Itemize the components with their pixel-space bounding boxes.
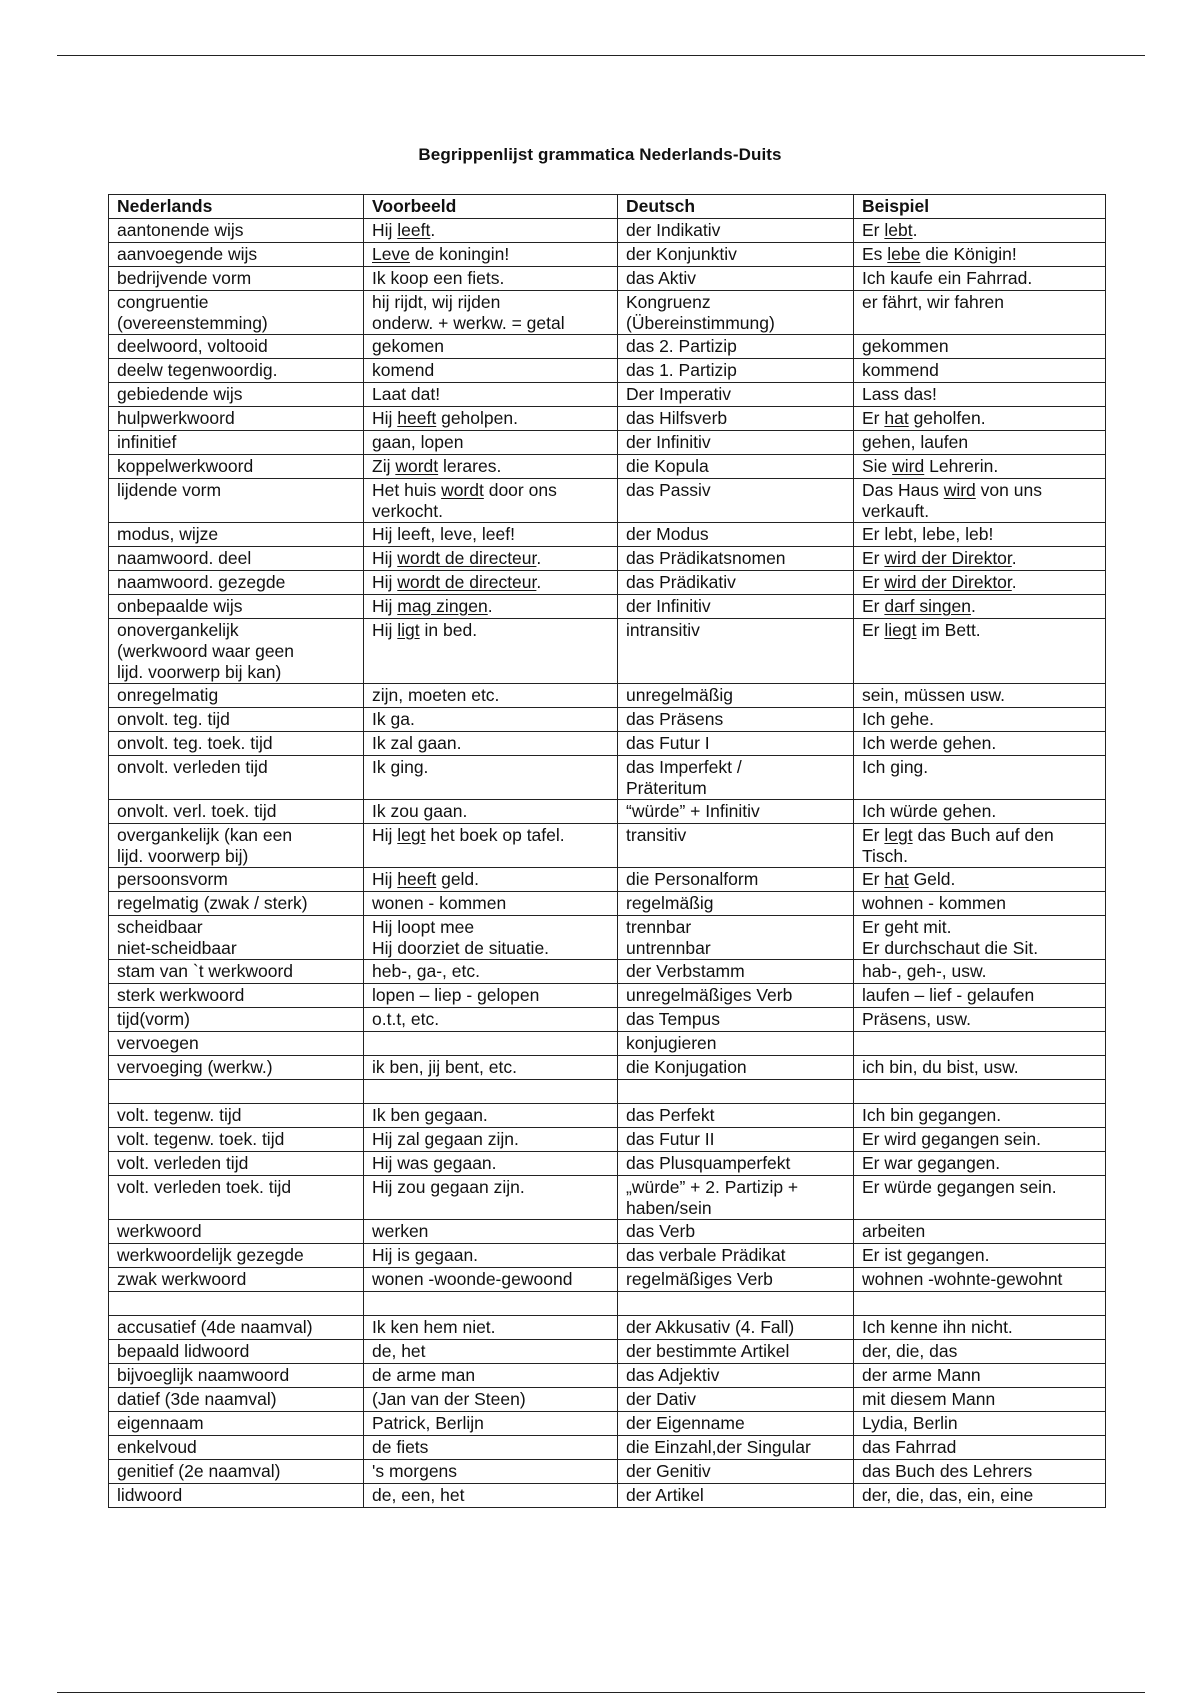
deutsch-cell: das 1. Partizip bbox=[618, 359, 854, 383]
table-row bbox=[109, 619, 1106, 684]
beispiel-cell: sein, müssen usw. bbox=[854, 684, 1106, 708]
deutsch-cell: der Indikativ bbox=[618, 219, 854, 243]
nederlands-cell: volt. verleden toek. tijd bbox=[109, 1176, 364, 1220]
voorbeeld-cell: (Jan van der Steen) bbox=[364, 1388, 618, 1412]
table-row bbox=[109, 407, 1106, 431]
beispiel-cell: Er legt das Buch auf den Tisch. bbox=[854, 824, 1106, 868]
table-row bbox=[109, 1032, 1106, 1056]
voorbeeld-cell: Het huis wordt door ons verkocht. bbox=[364, 479, 618, 523]
table-row bbox=[109, 684, 1106, 708]
nederlands-cell: onvolt. teg. toek. tijd bbox=[109, 732, 364, 756]
beispiel-cell: Ich gehe. bbox=[854, 708, 1106, 732]
table-row bbox=[109, 479, 1106, 523]
voorbeeld-cell: Hij zou gegaan zijn. bbox=[364, 1176, 618, 1220]
table-row bbox=[109, 824, 1106, 868]
deutsch-cell: die Einzahl,der Singular bbox=[618, 1436, 854, 1460]
deutsch-cell: das Prädikatsnomen bbox=[618, 547, 854, 571]
beispiel-cell: arbeiten bbox=[854, 1220, 1106, 1244]
nederlands-cell: volt. tegenw. toek. tijd bbox=[109, 1128, 364, 1152]
nederlands-cell: bepaald lidwoord bbox=[109, 1340, 364, 1364]
voorbeeld-cell: hij rijdt, wij rijden onderw. + werkw. = getal bbox=[364, 291, 618, 335]
table-row bbox=[109, 571, 1106, 595]
table-row bbox=[109, 732, 1106, 756]
deutsch-cell: die Konjugation bbox=[618, 1056, 854, 1080]
header-rule bbox=[57, 55, 1145, 56]
deutsch-cell: intransitiv bbox=[618, 619, 854, 684]
beispiel-cell: Er wird gegangen sein. bbox=[854, 1128, 1106, 1152]
nederlands-cell: lijdende vorm bbox=[109, 479, 364, 523]
column-header-nederlands: Nederlands bbox=[109, 195, 364, 219]
deutsch-cell: Kongruenz (Übereinstimmung) bbox=[618, 291, 854, 335]
nederlands-cell: deelw tegenwoordig. bbox=[109, 359, 364, 383]
deutsch-cell: die Personalform bbox=[618, 868, 854, 892]
deutsch-cell: regelmäßiges Verb bbox=[618, 1268, 854, 1292]
beispiel-cell: Er hat Geld. bbox=[854, 868, 1106, 892]
deutsch-cell: trennbar untrennbar bbox=[618, 916, 854, 960]
beispiel-cell bbox=[854, 1292, 1106, 1316]
deutsch-cell: das Tempus bbox=[618, 1008, 854, 1032]
beispiel-cell: das Buch des Lehrers bbox=[854, 1460, 1106, 1484]
voorbeeld-cell: Hij legt het boek op tafel. bbox=[364, 824, 618, 868]
deutsch-cell: das Aktiv bbox=[618, 267, 854, 291]
deutsch-cell: das verbale Prädikat bbox=[618, 1244, 854, 1268]
deutsch-cell: das Plusquamperfekt bbox=[618, 1152, 854, 1176]
beispiel-cell: Ich ging. bbox=[854, 756, 1106, 800]
deutsch-cell: regelmäßig bbox=[618, 892, 854, 916]
nederlands-cell: bedrijvende vorm bbox=[109, 267, 364, 291]
nederlands-cell: lidwoord bbox=[109, 1484, 364, 1508]
nederlands-cell: scheidbaar niet-scheidbaar bbox=[109, 916, 364, 960]
table-row bbox=[109, 1412, 1106, 1436]
table-row bbox=[109, 431, 1106, 455]
deutsch-cell: das Imperfekt / Präteritum bbox=[618, 756, 854, 800]
nederlands-cell: sterk werkwoord bbox=[109, 984, 364, 1008]
voorbeeld-cell: gaan, lopen bbox=[364, 431, 618, 455]
nederlands-cell: overgankelijk (kan een lijd. voorwerp bij) bbox=[109, 824, 364, 868]
deutsch-cell: der bestimmte Artikel bbox=[618, 1340, 854, 1364]
deutsch-cell: das Adjektiv bbox=[618, 1364, 854, 1388]
table-row bbox=[109, 868, 1106, 892]
nederlands-cell: stam van `t werkwoord bbox=[109, 960, 364, 984]
beispiel-cell: wohnen - kommen bbox=[854, 892, 1106, 916]
voorbeeld-cell: lopen – liep - gelopen bbox=[364, 984, 618, 1008]
table-row bbox=[109, 1364, 1106, 1388]
table-row bbox=[109, 1316, 1106, 1340]
table-row bbox=[109, 1292, 1106, 1316]
table-row bbox=[109, 1484, 1106, 1508]
voorbeeld-cell: zijn, moeten etc. bbox=[364, 684, 618, 708]
voorbeeld-cell: ik ben, jij bent, etc. bbox=[364, 1056, 618, 1080]
voorbeeld-cell bbox=[364, 1080, 618, 1104]
table-header-row bbox=[109, 195, 1106, 219]
beispiel-cell: Ich würde gehen. bbox=[854, 800, 1106, 824]
deutsch-cell: die Kopula bbox=[618, 455, 854, 479]
beispiel-cell: Er hat geholfen. bbox=[854, 407, 1106, 431]
nederlands-cell: naamwoord. gezegde bbox=[109, 571, 364, 595]
table-row bbox=[109, 291, 1106, 335]
nederlands-cell: onregelmatig bbox=[109, 684, 364, 708]
beispiel-cell: Sie wird Lehrerin. bbox=[854, 455, 1106, 479]
table-row bbox=[109, 756, 1106, 800]
voorbeeld-cell: Hij loopt mee Hij doorziet de situatie. bbox=[364, 916, 618, 960]
table-row bbox=[109, 335, 1106, 359]
deutsch-cell: unregelmäßig bbox=[618, 684, 854, 708]
beispiel-cell: Er liegt im Bett. bbox=[854, 619, 1106, 684]
beispiel-cell: Das Haus wird von uns verkauft. bbox=[854, 479, 1106, 523]
deutsch-cell: der Eigenname bbox=[618, 1412, 854, 1436]
nederlands-cell: vervoegen bbox=[109, 1032, 364, 1056]
voorbeeld-cell: Ik zal gaan. bbox=[364, 732, 618, 756]
table-row bbox=[109, 267, 1106, 291]
voorbeeld-cell: Hij wordt de directeur. bbox=[364, 571, 618, 595]
nederlands-cell: onvolt. verleden tijd bbox=[109, 756, 364, 800]
voorbeeld-cell: o.t.t, etc. bbox=[364, 1008, 618, 1032]
beispiel-cell: er fährt, wir fahren bbox=[854, 291, 1106, 335]
deutsch-cell: „würde” + 2. Partizip + haben/sein bbox=[618, 1176, 854, 1220]
table-row bbox=[109, 595, 1106, 619]
beispiel-cell: Präsens, usw. bbox=[854, 1008, 1106, 1032]
deutsch-cell: der Modus bbox=[618, 523, 854, 547]
beispiel-cell: Er wird der Direktor. bbox=[854, 547, 1106, 571]
voorbeeld-cell: Ik ga. bbox=[364, 708, 618, 732]
beispiel-cell: Ich kenne ihn nicht. bbox=[854, 1316, 1106, 1340]
beispiel-cell: Lydia, Berlin bbox=[854, 1412, 1106, 1436]
table-row bbox=[109, 1080, 1106, 1104]
deutsch-cell: das Präsens bbox=[618, 708, 854, 732]
nederlands-cell: hulpwerkwoord bbox=[109, 407, 364, 431]
voorbeeld-cell: wonen -woonde-gewoond bbox=[364, 1268, 618, 1292]
table-row bbox=[109, 219, 1106, 243]
voorbeeld-cell: Ik ken hem niet. bbox=[364, 1316, 618, 1340]
beispiel-cell bbox=[854, 1080, 1106, 1104]
nederlands-cell: modus, wijze bbox=[109, 523, 364, 547]
deutsch-cell: der Konjunktiv bbox=[618, 243, 854, 267]
nederlands-cell: accusatief (4de naamval) bbox=[109, 1316, 364, 1340]
beispiel-cell: Ich bin gegangen. bbox=[854, 1104, 1106, 1128]
nederlands-cell: onbepaalde wijs bbox=[109, 595, 364, 619]
voorbeeld-cell: Hij is gegaan. bbox=[364, 1244, 618, 1268]
deutsch-cell: das Prädikativ bbox=[618, 571, 854, 595]
nederlands-cell: naamwoord. deel bbox=[109, 547, 364, 571]
deutsch-cell: der Infinitiv bbox=[618, 431, 854, 455]
table-row bbox=[109, 1268, 1106, 1292]
voorbeeld-cell: Hij heeft geholpen. bbox=[364, 407, 618, 431]
column-header-voorbeeld: Voorbeeld bbox=[364, 195, 618, 219]
nederlands-cell: volt. verleden tijd bbox=[109, 1152, 364, 1176]
nederlands-cell: bijvoeglijk naamwoord bbox=[109, 1364, 364, 1388]
deutsch-cell: konjugieren bbox=[618, 1032, 854, 1056]
voorbeeld-cell: gekomen bbox=[364, 335, 618, 359]
beispiel-cell: kommend bbox=[854, 359, 1106, 383]
beispiel-cell: Ich werde gehen. bbox=[854, 732, 1106, 756]
deutsch-cell: das 2. Partizip bbox=[618, 335, 854, 359]
glossary-table bbox=[108, 194, 1106, 1508]
voorbeeld-cell: Zij wordt lerares. bbox=[364, 455, 618, 479]
beispiel-cell: ich bin, du bist, usw. bbox=[854, 1056, 1106, 1080]
voorbeeld-cell: komend bbox=[364, 359, 618, 383]
deutsch-cell: der Genitiv bbox=[618, 1460, 854, 1484]
deutsch-cell: der Akkusativ (4. Fall) bbox=[618, 1316, 854, 1340]
beispiel-cell: wohnen -wohnte-gewohnt bbox=[854, 1268, 1106, 1292]
nederlands-cell bbox=[109, 1080, 364, 1104]
nederlands-cell: datief (3de naamval) bbox=[109, 1388, 364, 1412]
voorbeeld-cell: Ik koop een fiets. bbox=[364, 267, 618, 291]
voorbeeld-cell bbox=[364, 1032, 618, 1056]
voorbeeld-cell: Hij leeft, leve, leef! bbox=[364, 523, 618, 547]
table-row bbox=[109, 1128, 1106, 1152]
page-title: Begrippenlijst grammatica Nederlands-Duits bbox=[418, 145, 782, 164]
table-row bbox=[109, 1056, 1106, 1080]
nederlands-cell: eigennaam bbox=[109, 1412, 364, 1436]
deutsch-cell: das Passiv bbox=[618, 479, 854, 523]
voorbeeld-cell: Hij wordt de directeur. bbox=[364, 547, 618, 571]
table-row bbox=[109, 708, 1106, 732]
beispiel-cell: gehen, laufen bbox=[854, 431, 1106, 455]
footer-rule bbox=[57, 1692, 1145, 1693]
beispiel-cell: Er geht mit. Er durchschaut die Sit. bbox=[854, 916, 1106, 960]
beispiel-cell: Er lebt, lebe, leb! bbox=[854, 523, 1106, 547]
voorbeeld-cell: werken bbox=[364, 1220, 618, 1244]
nederlands-cell: regelmatig (zwak / sterk) bbox=[109, 892, 364, 916]
voorbeeld-cell: de fiets bbox=[364, 1436, 618, 1460]
nederlands-cell: volt. tegenw. tijd bbox=[109, 1104, 364, 1128]
voorbeeld-cell: Hij zal gegaan zijn. bbox=[364, 1128, 618, 1152]
voorbeeld-cell: Ik ging. bbox=[364, 756, 618, 800]
table-row bbox=[109, 1008, 1106, 1032]
beispiel-cell: der arme Mann bbox=[854, 1364, 1106, 1388]
table-row bbox=[109, 1152, 1106, 1176]
deutsch-cell: der Verbstamm bbox=[618, 960, 854, 984]
voorbeeld-cell: Leve de koningin! bbox=[364, 243, 618, 267]
deutsch-cell: der Artikel bbox=[618, 1484, 854, 1508]
nederlands-cell: deelwoord, voltooid bbox=[109, 335, 364, 359]
nederlands-cell: aanvoegende wijs bbox=[109, 243, 364, 267]
nederlands-cell: persoonsvorm bbox=[109, 868, 364, 892]
voorbeeld-cell: 's morgens bbox=[364, 1460, 618, 1484]
nederlands-cell: aantonende wijs bbox=[109, 219, 364, 243]
beispiel-cell: Ich kaufe ein Fahrrad. bbox=[854, 267, 1106, 291]
table-row bbox=[109, 1244, 1106, 1268]
voorbeeld-cell: Hij leeft. bbox=[364, 219, 618, 243]
nederlands-cell bbox=[109, 1292, 364, 1316]
beispiel-cell: gekommen bbox=[854, 335, 1106, 359]
table-row bbox=[109, 916, 1106, 960]
table-row bbox=[109, 800, 1106, 824]
table-row bbox=[109, 1104, 1106, 1128]
table-row bbox=[109, 892, 1106, 916]
beispiel-cell: Er ist gegangen. bbox=[854, 1244, 1106, 1268]
deutsch-cell: Der Imperativ bbox=[618, 383, 854, 407]
nederlands-cell: congruentie (overeenstemming) bbox=[109, 291, 364, 335]
beispiel-cell: Er war gegangen. bbox=[854, 1152, 1106, 1176]
table-row bbox=[109, 1176, 1106, 1220]
table-row bbox=[109, 1388, 1106, 1412]
voorbeeld-cell bbox=[364, 1292, 618, 1316]
deutsch-cell: das Hilfsverb bbox=[618, 407, 854, 431]
beispiel-cell bbox=[854, 1032, 1106, 1056]
voorbeeld-cell: Hij heeft geld. bbox=[364, 868, 618, 892]
beispiel-cell: Er darf singen. bbox=[854, 595, 1106, 619]
nederlands-cell: vervoeging (werkw.) bbox=[109, 1056, 364, 1080]
nederlands-cell: onovergankelijk (werkwoord waar geen lijd. voorwerp bij kan) bbox=[109, 619, 364, 684]
deutsch-cell: transitiv bbox=[618, 824, 854, 868]
voorbeeld-cell: wonen - kommen bbox=[364, 892, 618, 916]
nederlands-cell: enkelvoud bbox=[109, 1436, 364, 1460]
deutsch-cell: das Perfekt bbox=[618, 1104, 854, 1128]
nederlands-cell: onvolt. teg. tijd bbox=[109, 708, 364, 732]
beispiel-cell: hab-, geh-, usw. bbox=[854, 960, 1106, 984]
nederlands-cell: werkwoord bbox=[109, 1220, 364, 1244]
voorbeeld-cell: de arme man bbox=[364, 1364, 618, 1388]
table-row bbox=[109, 523, 1106, 547]
nederlands-cell: infinitief bbox=[109, 431, 364, 455]
beispiel-cell: Er wird der Direktor. bbox=[854, 571, 1106, 595]
deutsch-cell: der Dativ bbox=[618, 1388, 854, 1412]
voorbeeld-cell: Patrick, Berlijn bbox=[364, 1412, 618, 1436]
table-row bbox=[109, 383, 1106, 407]
beispiel-cell: Er lebt. bbox=[854, 219, 1106, 243]
deutsch-cell bbox=[618, 1080, 854, 1104]
beispiel-cell: Er würde gegangen sein. bbox=[854, 1176, 1106, 1220]
nederlands-cell: werkwoordelijk gezegde bbox=[109, 1244, 364, 1268]
beispiel-cell: laufen – lief - gelaufen bbox=[854, 984, 1106, 1008]
table-row bbox=[109, 359, 1106, 383]
table-row bbox=[109, 960, 1106, 984]
nederlands-cell: koppelwerkwoord bbox=[109, 455, 364, 479]
table-row bbox=[109, 547, 1106, 571]
beispiel-cell: Lass das! bbox=[854, 383, 1106, 407]
nederlands-cell: zwak werkwoord bbox=[109, 1268, 364, 1292]
deutsch-cell: das Futur I bbox=[618, 732, 854, 756]
voorbeeld-cell: de, een, het bbox=[364, 1484, 618, 1508]
voorbeeld-cell: Hij was gegaan. bbox=[364, 1152, 618, 1176]
beispiel-cell: der, die, das, ein, eine bbox=[854, 1484, 1106, 1508]
voorbeeld-cell: Ik ben gegaan. bbox=[364, 1104, 618, 1128]
table-row bbox=[109, 1220, 1106, 1244]
deutsch-cell bbox=[618, 1292, 854, 1316]
deutsch-cell: unregelmäßiges Verb bbox=[618, 984, 854, 1008]
nederlands-cell: gebiedende wijs bbox=[109, 383, 364, 407]
voorbeeld-cell: Ik zou gaan. bbox=[364, 800, 618, 824]
column-header-beispiel: Beispiel bbox=[854, 195, 1106, 219]
table-row bbox=[109, 1340, 1106, 1364]
table-row bbox=[109, 984, 1106, 1008]
deutsch-cell: der Infinitiv bbox=[618, 595, 854, 619]
table-row bbox=[109, 1436, 1106, 1460]
deutsch-cell: “würde” + Infinitiv bbox=[618, 800, 854, 824]
deutsch-cell: das Futur II bbox=[618, 1128, 854, 1152]
voorbeeld-cell: de, het bbox=[364, 1340, 618, 1364]
table-row bbox=[109, 455, 1106, 479]
beispiel-cell: das Fahrrad bbox=[854, 1436, 1106, 1460]
table-row bbox=[109, 1460, 1106, 1484]
voorbeeld-cell: Hij mag zingen. bbox=[364, 595, 618, 619]
nederlands-cell: genitief (2e naamval) bbox=[109, 1460, 364, 1484]
table-row bbox=[109, 243, 1106, 267]
nederlands-cell: tijd(vorm) bbox=[109, 1008, 364, 1032]
beispiel-cell: der, die, das bbox=[854, 1340, 1106, 1364]
deutsch-cell: das Verb bbox=[618, 1220, 854, 1244]
column-header-deutsch: Deutsch bbox=[618, 195, 854, 219]
beispiel-cell: mit diesem Mann bbox=[854, 1388, 1106, 1412]
voorbeeld-cell: Hij ligt in bed. bbox=[364, 619, 618, 684]
nederlands-cell: onvolt. verl. toek. tijd bbox=[109, 800, 364, 824]
beispiel-cell: Es lebe die Königin! bbox=[854, 243, 1106, 267]
voorbeeld-cell: heb-, ga-, etc. bbox=[364, 960, 618, 984]
voorbeeld-cell: Laat dat! bbox=[364, 383, 618, 407]
